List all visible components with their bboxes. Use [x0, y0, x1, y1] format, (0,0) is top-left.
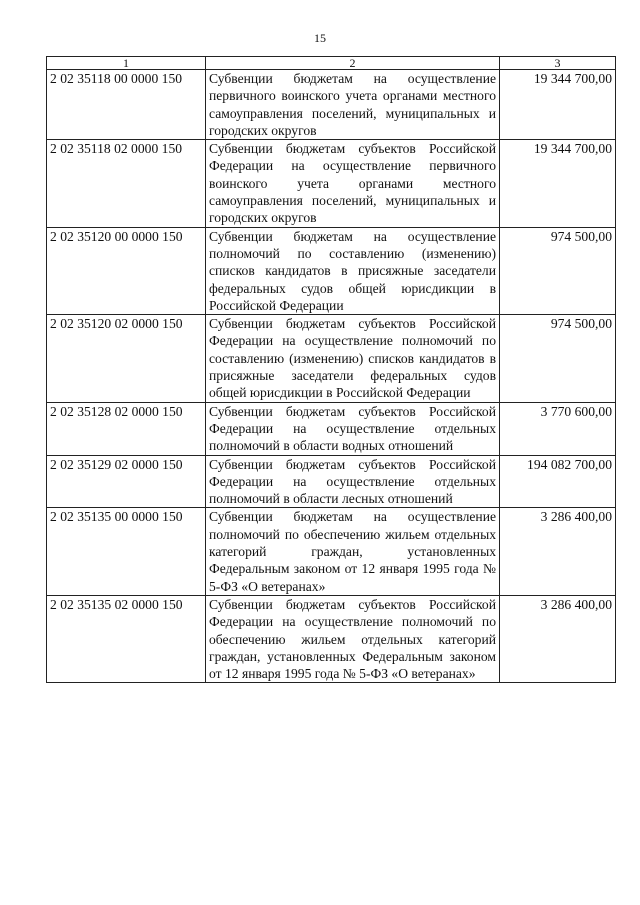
table-header-row: [47, 57, 616, 70]
budget-amount: 3 286 400,00: [500, 508, 616, 595]
table-row: [47, 595, 616, 682]
budget-amount: 974 500,00: [500, 227, 616, 314]
budget-code: 2 02 35135 02 0000 150: [47, 595, 206, 682]
budget-item-name: Субвенции бюджетам субъектов Российской Федерации на осуществление отдельных полномочий в области водных отношений: [206, 402, 500, 455]
budget-amount: 19 344 700,00: [500, 70, 616, 140]
column-header-3: 3: [500, 57, 616, 70]
budget-code: 2 02 35120 02 0000 150: [47, 315, 206, 402]
budget-amount: 194 082 700,00: [500, 455, 616, 508]
budget-code: 2 02 35118 00 0000 150: [47, 70, 206, 140]
budget-amount: 3 770 600,00: [500, 402, 616, 455]
table-row: [47, 70, 616, 140]
table-row: [47, 227, 616, 314]
page-number: 15: [314, 31, 326, 45]
budget-item-name: Субвенции бюджетам субъектов Российской Федерации на осуществление отдельных полномочий в области лесных отношений: [206, 455, 500, 508]
column-header-2: 2: [206, 57, 500, 70]
table-row: [47, 140, 616, 227]
column-header-1: 1: [47, 57, 206, 70]
table-row: [47, 402, 616, 455]
table-row: [47, 315, 616, 402]
table-row: [47, 508, 616, 595]
budget-item-name: Субвенции бюджетам субъектов Российской Федерации на осуществление полномочий по обеспечению жильем отдельных категорий граждан, установленных Федеральным законом от 12 января 1995 года № 5-ФЗ «О ветеранах»: [206, 595, 500, 682]
budget-amount: 974 500,00: [500, 315, 616, 402]
budget-item-name: Субвенции бюджетам на осуществление полномочий по обеспечению жильем отдельных категорий граждан, установленных Федеральным законом от 12 января 1995 года № 5-ФЗ «О ветеранах»: [206, 508, 500, 595]
budget-amount: 3 286 400,00: [500, 595, 616, 682]
budget-amount: 19 344 700,00: [500, 140, 616, 227]
budget-table: [46, 56, 616, 683]
budget-code: 2 02 35129 02 0000 150: [47, 455, 206, 508]
budget-item-name: Субвенции бюджетам на осуществление первичного воинского учета органами местного самоуправления поселений, муниципальных и городских округов: [206, 70, 500, 140]
budget-code: 2 02 35120 00 0000 150: [47, 227, 206, 314]
budget-item-name: Субвенции бюджетам субъектов Российской Федерации на осуществление полномочий по составлению (изменению) списков кандидатов в присяжные заседатели федеральных судов общей юрисдикции в Российской Федерации: [206, 315, 500, 402]
budget-code: 2 02 35135 00 0000 150: [47, 508, 206, 595]
table-row: [47, 455, 616, 508]
budget-item-name: Субвенции бюджетам субъектов Российской Федерации на осуществление первичного воинского учета органами местного самоуправления поселений, муниципальных и городских округов: [206, 140, 500, 227]
budget-code: 2 02 35118 02 0000 150: [47, 140, 206, 227]
budget-item-name: Субвенции бюджетам на осуществление полномочий по составлению (изменению) списков кандидатов в присяжные заседатели федеральных судов общей юрисдикции в Российской Федерации: [206, 227, 500, 314]
budget-code: 2 02 35128 02 0000 150: [47, 402, 206, 455]
